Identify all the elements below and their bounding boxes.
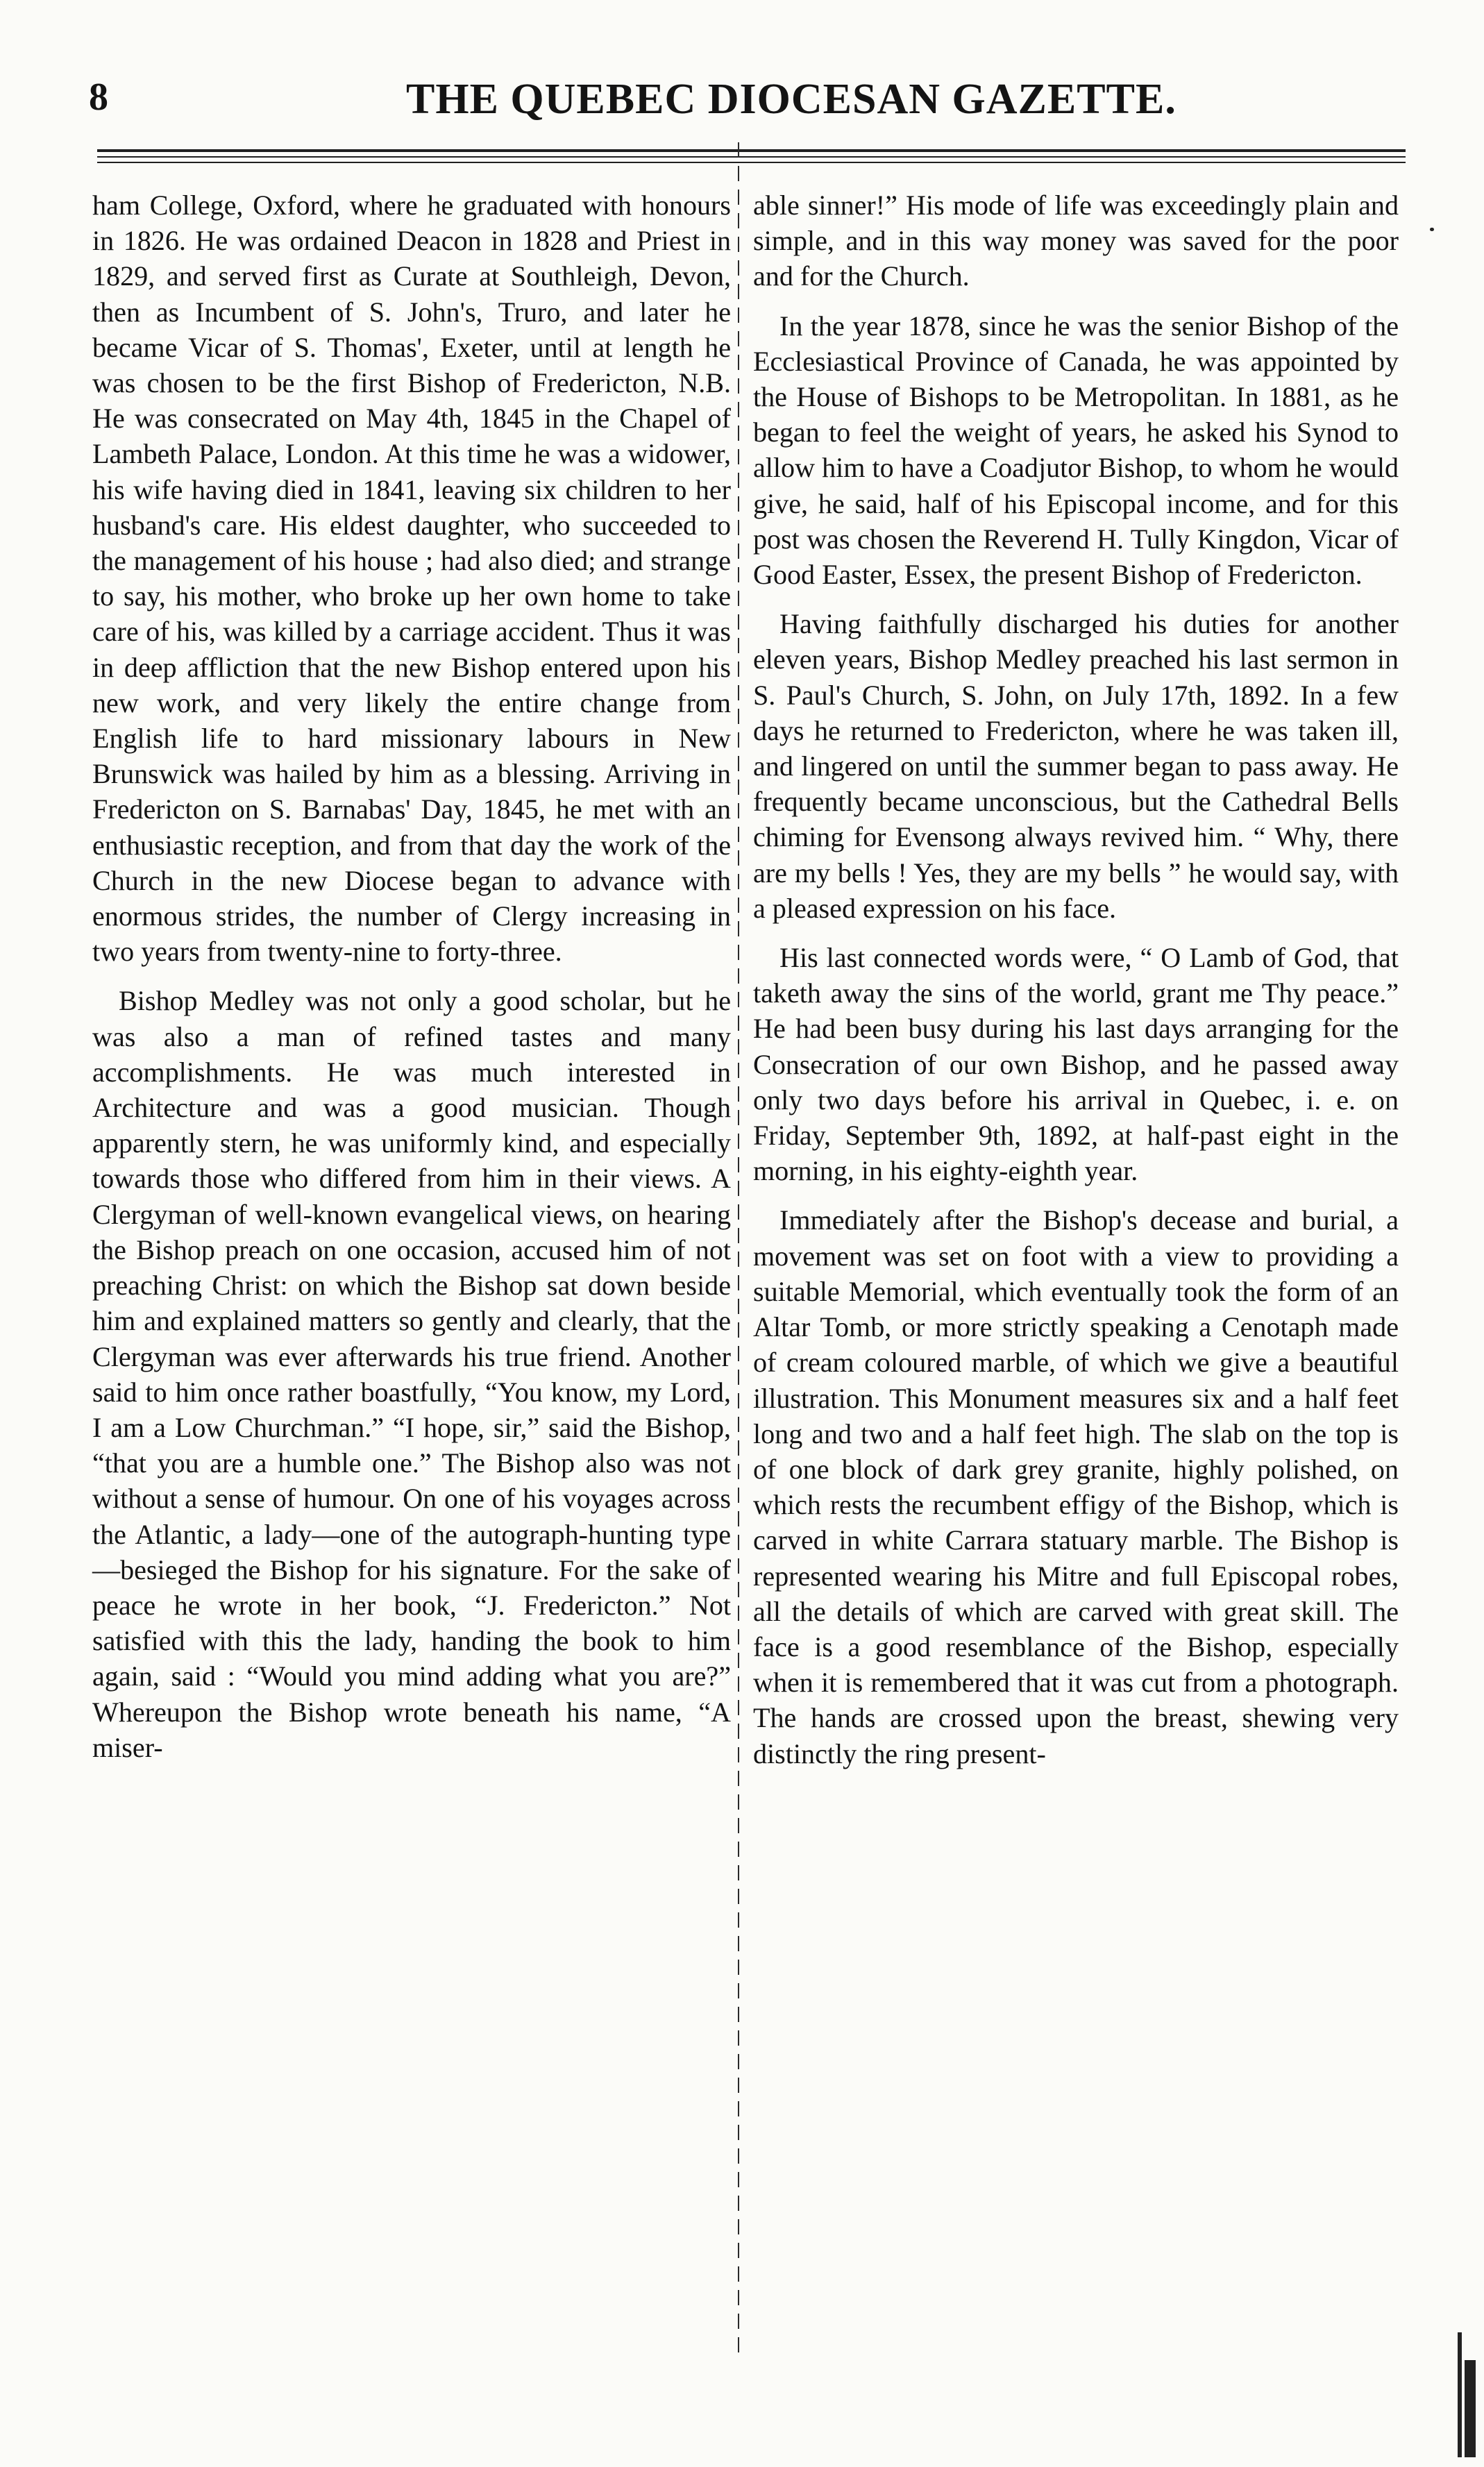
column-divider: [738, 142, 739, 2360]
right-column: [753, 187, 1399, 1771]
right-paragraph-5: Immediately after the Bishop's decease and burial, a movement was set on foot with a view to providing a suitable Memorial, which eventually took the form of an Altar Tomb, or more strictly speaking a Cenotaph made of cream coloured marble, of which we give a beautiful illustration. This Monument measures six and a half feet long and two and a half feet high. The slab on the top is of one block of dark grey granite, highly polished, on which rests the recumbent effigy of the Bishop, which is carved in white Carrara statuary marble. The Bishop is represented wearing his Mitre and full Episcopal robes, all the details of which are carved with great skill. The face is a good resemblance of the Bishop, especially when it is remembered that it was cut from a photograph. The hands are crossed upon the breast, shewing very distinctly the ring present-: [753, 1204, 1399, 1769]
header-rule-thin: [97, 156, 1406, 158]
header-rule-thin-lower: [97, 162, 1406, 163]
right-paragraph-3: Having faithfully discharged his duties for another eleven years, Bishop Medley preached his last sermon in S. Paul's Church, S. John, on July 17th, 1892. In a few days he returned to Fredericton, where he was taken ill, and lingered on until the summer began to pass away. He frequently became unconscious, but the Cathedral Bells chiming for Evensong always revived him. “ Why, there are my bells ! Yes, they are my bells ” he would say, with a pleased expression on his face.: [753, 608, 1399, 924]
left-column: [92, 187, 731, 1765]
print-speck: [1430, 228, 1434, 231]
left-paragraph-2: Bishop Medley was not only a good scholar, but he was also a man of refined tastes and many accomplishments. He was much interested in Architecture and was a good musician. Though apparently stern, he was uniformly kind, and especially towards those who differed from him in their views. A Clergyman of well-known evangelical views, on hearing the Bishop preach on one occasion, accused him of not preaching Christ: on which the Bishop sat down beside him and explained matters so gently and clearly, that the Clergyman was ever afterwards his true friend. Another said to him once rather boastfully, “You know, my Lord, I am a Low Churchman.” “I hope, sir,” said the Bishop, “that you are a humble one.” The Bishop also was not without a sense of humour. On one of his voyages across the Atlantic, a lady—one of the autograph-hunting type—besieged the Bishop for his signature. For the sake of peace he wrote in her book, “J. Fredericton.” Not satisfied with this the lady, handing the book to him again, said : “Would you mind adding what you are?” Whereupon the Bishop wrote beneath his name, “A miser-: [92, 985, 731, 1763]
right-paragraph-1: able sinner!” His mode of life was exceedingly plain and simple, and in this way money was saved for the poor and for the Church.: [753, 190, 1399, 292]
page-edge-mark-dark: [1465, 2360, 1476, 2457]
publication-title: THE QUEBEC DIOCESAN GAZETTE.: [406, 76, 1177, 123]
left-paragraph-1: ham College, Oxford, where he graduated with honours in 1826. He was ordained Deacon in 1828 and Priest in 1829, and served first as Curate at Southleigh, Devon, then as Incumbent of S. John's, Truro, and later he became Vicar of S. Thomas', Exeter, until at length he was chosen to be the first Bishop of Fredericton, N.B. He was consecrated on May 4th, 1845 in the Chapel of Lambeth Palace, London. At this time he was a widower, his wife having died in 1841, leaving six children to her husband's care. His eldest daughter, who succeeded to the management of his house ; had also died; and strange to say, his mother, who broke up her own home to take care of his, was killed by a carriage accident. Thus it was in deep affliction that the new Bishop entered upon his new work, and very likely the entire change from English life to hard missionary labours in New Brunswick was hailed by him as a blessing. Arriving in Fredericton on S. Barnabas' Day, 1845, he met with an enthusiastic reception, and from that day the work of the Church in the new Diocese began to advance with enormous strides, the number of Clergy increasing in two years from twenty-nine to forty-three.: [92, 190, 731, 968]
header-rule: [97, 149, 1406, 152]
page-number: 8: [89, 76, 108, 119]
page-edge-mark: [1458, 2332, 1462, 2457]
right-paragraph-2: In the year 1878, since he was the senior Bishop of the Ecclesiastical Province of Canada, he was appointed by the House of Bishops to be Metropolitan. In 1881, as he began to feel the weight of years, he asked his Synod to allow him to have a Coadjutor Bishop, to whom he would give, he said, half of his Episcopal income, and for this post was chosen the Reverend H. Tully Kingdon, Vicar of Good Easter, Essex, the present Bishop of Fredericton.: [753, 310, 1399, 591]
right-paragraph-4: His last connected words were, “ O Lamb of God, that taketh away the sins of the world, grant me Thy peace.” He had been busy during his last days arranging for the Consecration of our own Bishop, and he passed away only two days before his arrival in Quebec, i. e. on Friday, September 9th, 1892, at half-past eight in the morning, in his eighty-eighth year.: [753, 942, 1399, 1187]
page-header: [0, 0, 1484, 132]
